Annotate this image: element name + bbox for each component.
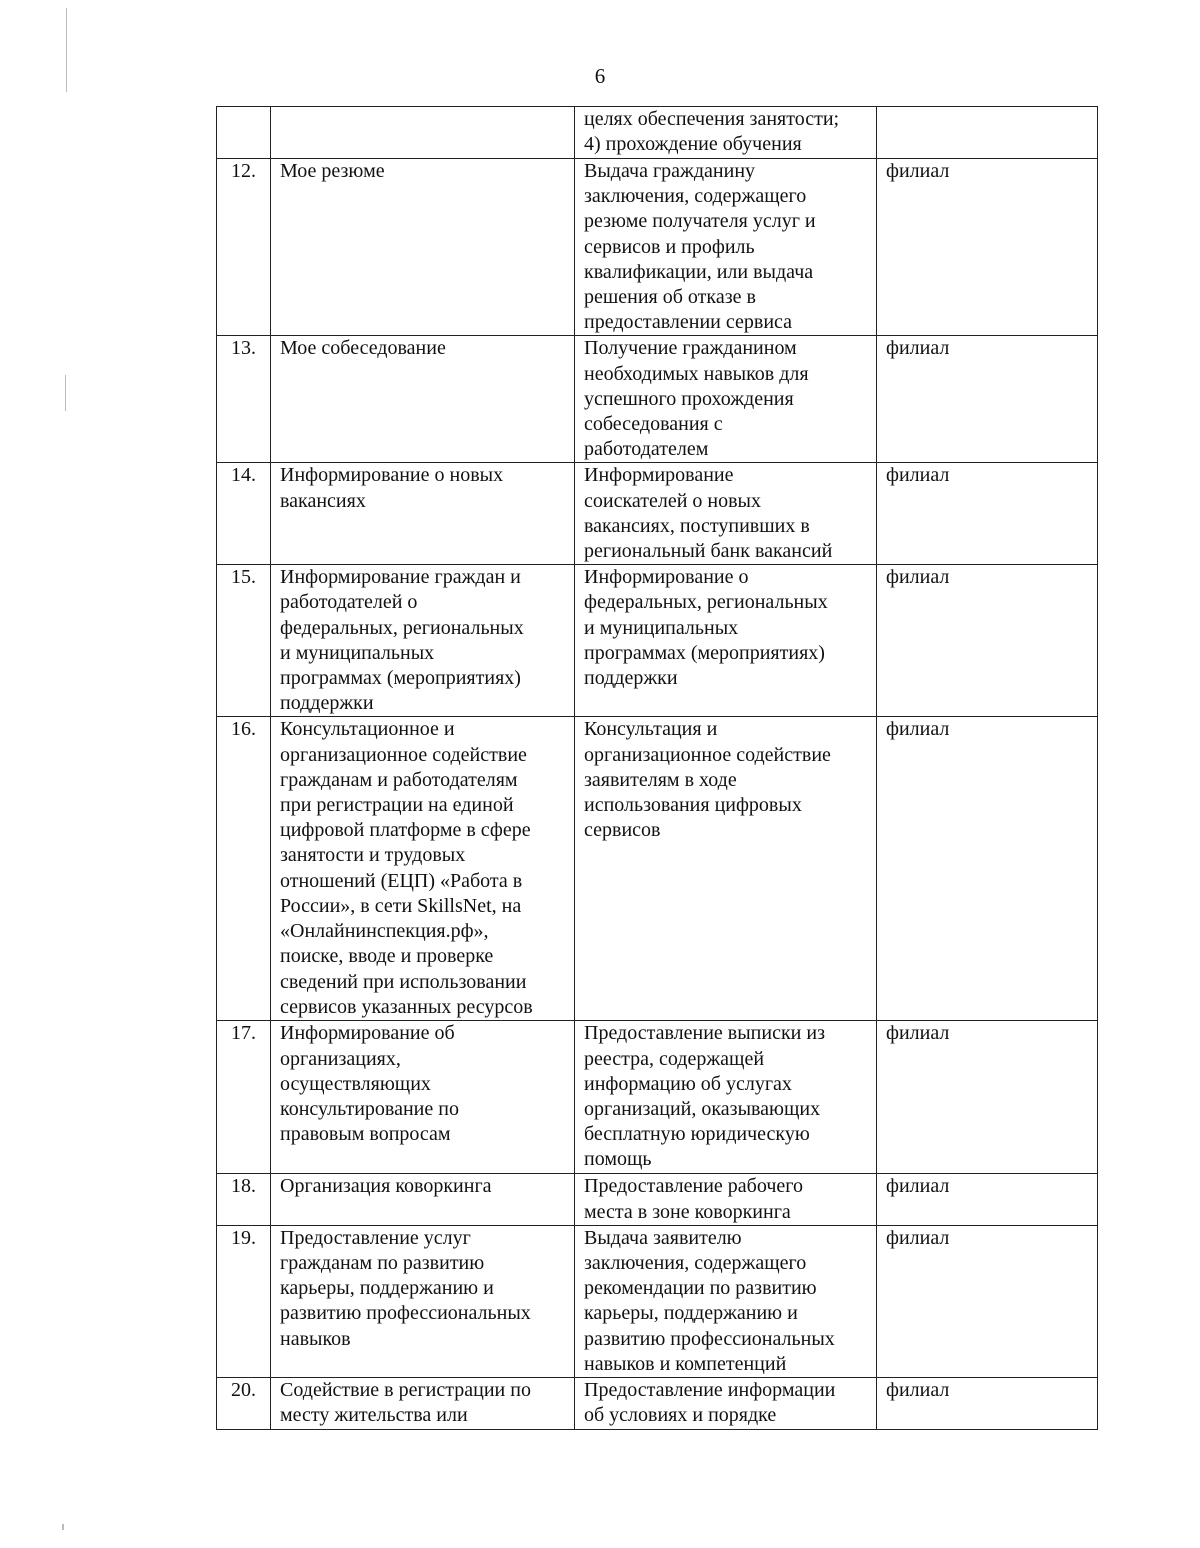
page-number: 6 [594,64,606,88]
service-result: Предоставление выписки из реестра, содержащей информацию об услугах организаций, оказывающих бесплатную юридическую помощь [575,1021,877,1174]
services-table [216,106,1098,1430]
table-row [217,1021,1098,1174]
service-result: Выдача гражданину заключения, содержащего резюме получателя услуг и сервисов и профиль квалификации, или выдача решения об отказе в предоставлении сервиса [575,159,877,336]
service-name: Предоставление услуг гражданам по развитию карьеры, поддержанию и развитию профессиональных навыков [271,1225,575,1377]
table-row [217,1174,1098,1225]
service-result: Получение гражданином необходимых навыков для успешного прохождения собеседования с работодателем [575,336,877,463]
service-executor: филиал [877,565,1098,717]
row-number [217,107,271,159]
row-number: 15. [217,565,271,717]
service-result: Предоставление рабочего места в зоне коворкинга [575,1174,877,1225]
table-row [217,1378,1098,1429]
service-result: Информирование о федеральных, региональных и муниципальных программах (мероприятиях) поддержки [575,565,877,717]
service-executor: филиал [877,463,1098,565]
service-executor: филиал [877,717,1098,1021]
service-result: Предоставление информации об условиях и порядке [575,1378,877,1429]
service-result: Выдача заявителю заключения, содержащего рекомендации по развитию карьеры, поддержанию и развитию профессиональных навыков и компетенций [575,1225,877,1377]
service-result: Информирование соискателей о новых вакансиях, поступивших в региональный банк вакансий [575,463,877,565]
table-row [217,463,1098,565]
row-number: 13. [217,336,271,463]
scan-edge-mark [65,375,66,411]
table-row [217,565,1098,717]
row-number: 16. [217,717,271,1021]
table-row [217,336,1098,463]
row-number: 20. [217,1378,271,1429]
service-name [271,107,575,159]
row-number: 17. [217,1021,271,1174]
service-name: Информирование об организациях, осуществляющих консультирование по правовым вопросам [271,1021,575,1174]
service-result: целях обеспечения занятости; 4) прохождение обучения [575,107,877,159]
service-executor: филиал [877,1021,1098,1174]
service-name: Организация коворкинга [271,1174,575,1225]
table-row [217,717,1098,1021]
service-name: Информирование граждан и работодателей о федеральных, региональных и муниципальных программах (мероприятиях) поддержки [271,565,575,717]
service-name: Содействие в регистрации по месту жительства или [271,1378,575,1429]
scan-edge-mark [62,1524,64,1530]
service-executor: филиал [877,159,1098,336]
service-name: Консультационное и организационное содействие гражданам и работодателям при регистрации на единой цифровой платформе в сфере занятости и трудовых отношений (ЕЦП) «Работа в России», в сети SkillsNet, на «Онлайнинспекция.рф», поиске, вводе и проверке сведений при использовании сервисов указанных ресурсов [271,717,575,1021]
row-number: 12. [217,159,271,336]
row-number: 19. [217,1225,271,1377]
service-executor: филиал [877,1378,1098,1429]
table-row [217,107,1098,159]
service-executor: филиал [877,336,1098,463]
table-row [217,1225,1098,1377]
row-number: 14. [217,463,271,565]
service-name: Мое собеседование [271,336,575,463]
service-executor: филиал [877,1225,1098,1377]
service-name: Информирование о новых вакансиях [271,463,575,565]
table-row [217,159,1098,336]
row-number: 18. [217,1174,271,1225]
service-name: Мое резюме [271,159,575,336]
service-executor: филиал [877,1174,1098,1225]
service-result: Консультация и организационное содействие заявителям в ходе использования цифровых сервисов [575,717,877,1021]
service-executor [877,107,1098,159]
